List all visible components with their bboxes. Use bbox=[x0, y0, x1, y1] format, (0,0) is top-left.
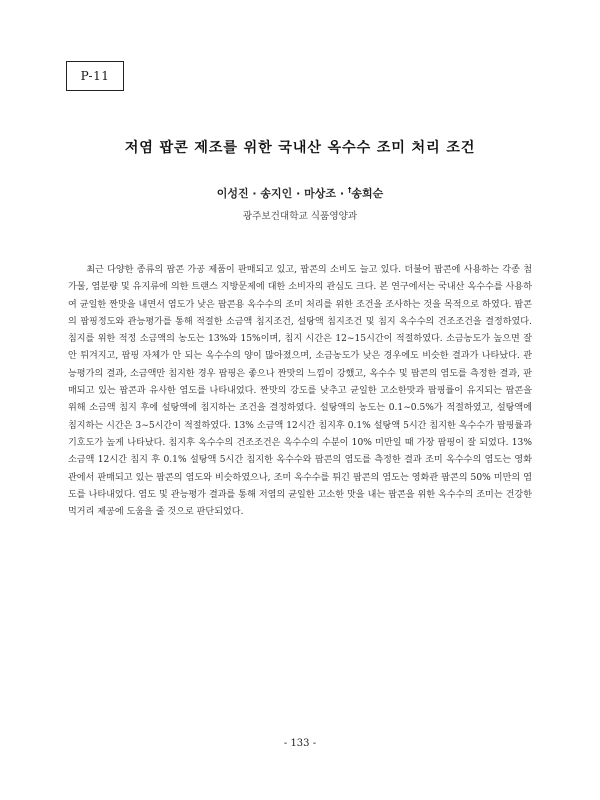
author-names: 이성진 · 송지인 · 마상조 · bbox=[216, 187, 348, 200]
paper-code: P-11 bbox=[80, 69, 110, 83]
paper-title: 저염 팝콘 제조를 위한 국내산 옥수수 조미 처리 조건 bbox=[124, 140, 476, 156]
corresponding-author-mark: † bbox=[347, 186, 352, 194]
page-number: - 133 - bbox=[283, 738, 317, 749]
abstract-body: 최근 다양한 종류의 팝콘 가공 제품이 판매되고 있고, 팝콘의 소비도 늘고 있다. 더불어 팝콘에 사용하는 각종 첨가물, 염분량 및 유지류에 의한 트랜스 지방문제에 대한 소비자의 관심도 크다. 본 연구에서는 국내산 옥수수를 사용하여 균일한 짠맛을 내면서 염도가 낮은 팝콘용 옥수수의 조미 처리를 위한 조건을 조사하는 것을 목적으로 하였다. 팝콘의 팝핑정도와 관능평가를 통해 적절한 소금액 침지조건, 설탕액 침지조건 및 침지 옥수수의 건조조건을 결정하였다. 침지를 위한 적정 소금액의 농도는 13%와 15%이며, 침지 시간은 12∼15시간이 적절하였다. 소금농도가 높으면 잘 안 튀겨지고, 팝핑 자체가 안 되는 옥수수의 양이 많아졌으며, 소금농도가 낮은 경우에도 비슷한 결과가 나타났다. 관능평가의 결과, 소금액만 침지한 경우 팝핑은 좋으나 짠맛의 느낌이 강했고, 옥수수 및 팝콘의 염도를 측정한 결과, 판매되고 있는 팝콘과 유사한 염도를 나타내었다. 짠맛의 강도를 낮추고 균일한 고소한맛과 팝핑률이 유지되는 팝콘을 위해 소금액 침지 후에 설탕액에 침지하는 조건을 결정하였다. 설탕액의 농도는 0.1∼0.5%가 적절하였고, 설탕액에 침지하는 시간은 3∼5시간이 적절하였다. 13% 소금액 12시간 침지후 0.1% 설탕액 5시간 침지한 옥수수가 팝핑률과 기호도가 높게 나타났다. 침지후 옥수수의 건조조건은 옥수수의 수분이 10% 미만일 때 가장 팝핑이 잘 되었다. 13% 소금액 12시간 침지 후 0.1% 설탕액 5시간 침지한 옥수수와 팝콘의 염도를 측정한 결과 조미 옥수수의 염도는 영화관에서 판매되고 있는 팝콘의 염도와 비슷하였으나, 조미 옥수수를 튀긴 팝콘의 염도는 영화관 팝콘의 50% 미만의 염도를 나타내었다. 염도 및 관능평가 결과를 통해 저염의 균일한 고소한 맛을 내는 팝콘을 위한 옥수수의 조미는 건강한 먹거리 제공에 도움을 줄 것으로 판단되었다. bbox=[68, 265, 532, 518]
corresponding-author-name: 송희순 bbox=[351, 187, 384, 200]
paper-code-box bbox=[66, 61, 124, 91]
author-affiliation: 광주보건대학교 식품영양과 bbox=[242, 211, 358, 222]
author-list bbox=[0, 185, 600, 201]
